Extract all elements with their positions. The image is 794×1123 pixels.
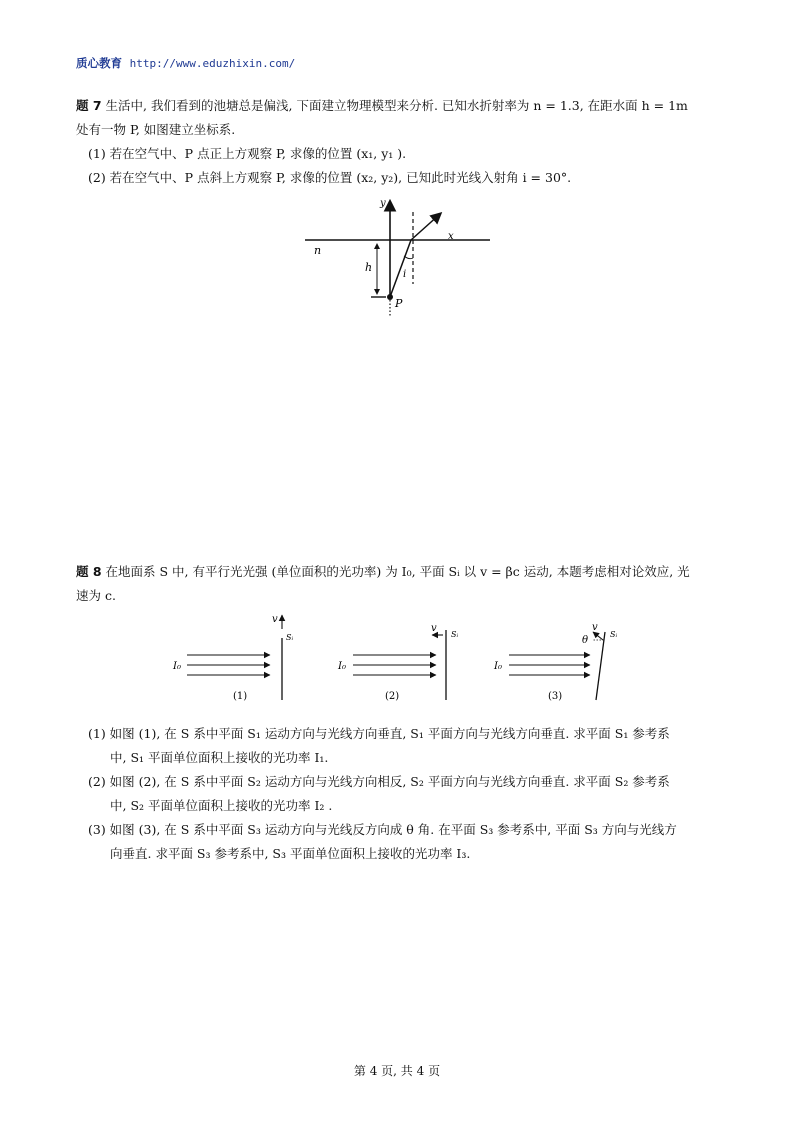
incident-ray <box>390 240 411 297</box>
plane-s3 <box>596 632 605 700</box>
question-7-stem <box>76 94 720 142</box>
question-7-part-1-text: (1) 若在空气中、P 点正上方观察 P, 求像的位置 (x₁, y₁ ). <box>88 146 407 161</box>
question-7-label: 题 7 <box>76 98 102 113</box>
org-name: 质心教育 <box>76 56 122 70</box>
header-link[interactable]: http://www.eduzhixin.com/ <box>129 57 296 70</box>
page-footer: 第 4 页, 共 4 页 <box>353 1064 441 1078</box>
angle-label: θ <box>582 635 589 646</box>
relativity-figure <box>160 610 630 702</box>
question-7-stem-line2: 处有一物 P, 如图建立坐标系. <box>76 122 236 137</box>
question-8-part-1 <box>88 722 720 770</box>
question-8-label: 题 8 <box>76 564 102 579</box>
question-8-part-3-line2: 向垂直. 求平面 S₃ 参考系中, S₃ 平面单位面积上接收的光功率 I₃. <box>110 846 471 861</box>
panel-1 <box>172 614 293 702</box>
incident-angle-label: i <box>403 269 407 280</box>
object-label: P <box>395 297 403 310</box>
question-7-part-2 <box>88 166 720 190</box>
question-8-part-3 <box>88 818 720 866</box>
object-point <box>387 294 393 300</box>
refractive-index-label: n <box>314 244 322 257</box>
question-7-part-1 <box>88 142 720 166</box>
panel-3 <box>493 622 617 702</box>
page-header <box>76 55 295 71</box>
question-8-stem-line2: 速为 c. <box>76 588 116 603</box>
panel-caption: (3) <box>548 691 563 702</box>
plane-label: Sᵢ <box>451 630 459 639</box>
question-8-stem-line1: 在地面系 S 中, 有平行光光强 (单位面积的光功率) 为 I₀, 平面 Sᵢ 以 v = βc 运动, 本题考虑相对论效应, 光 <box>105 564 690 579</box>
intensity-label: I₀ <box>338 661 346 672</box>
plane-label: Sᵢ <box>610 630 618 639</box>
velocity-arrow <box>593 632 603 640</box>
question-7-stem-line1: 生活中, 我们看到的池塘总是偏浅, 下面建立物理模型来分析. 已知水折射率为 n = 1.3, 在距水面 h = 1m <box>105 98 688 113</box>
intensity-label: I₀ <box>494 661 502 672</box>
y-axis-label: y <box>380 198 386 209</box>
plane-label: Sᵢ <box>286 633 294 642</box>
panel-caption: (2) <box>385 691 400 702</box>
question-8-part-2-line2: 中, S₂ 平面单位面积上接收的光功率 I₂ . <box>110 798 333 813</box>
depth-label: h <box>365 261 373 274</box>
question-8-part-1-line1: (1) 如图 (1), 在 S 系中平面 S₁ 运动方向与光线方向垂直, S₁ 平面方向与光线方向垂直. 求平面 S₁ 参考系 <box>88 726 670 741</box>
velocity-label: v <box>431 623 437 634</box>
question-8-part-2-line1: (2) 如图 (2), 在 S 系中平面 S₂ 运动方向与光线方向相反, S₂ 平面方向与光线方向垂直. 求平面 S₂ 参考系 <box>88 774 670 789</box>
velocity-label: v <box>592 622 598 633</box>
question-8-stem <box>76 560 720 608</box>
refracted-ray <box>411 214 440 240</box>
panel-caption: (1) <box>233 691 248 702</box>
panel-2 <box>337 623 458 702</box>
intensity-label: I₀ <box>173 661 181 672</box>
x-axis-label: x <box>448 231 454 242</box>
question-8-part-1-line2: 中, S₁ 平面单位面积上接收的光功率 I₁. <box>110 750 329 765</box>
refraction-figure <box>300 194 500 319</box>
velocity-label: v <box>272 614 278 625</box>
question-8-part-2 <box>88 770 720 818</box>
question-8-part-3-line1: (3) 如图 (3), 在 S 系中平面 S₃ 运动方向与光线反方向成 θ 角. 在平面 S₃ 参考系中, 平面 S₃ 方向与光线方 <box>88 822 677 837</box>
question-7-part-2-text: (2) 若在空气中、P 点斜上方观察 P, 求像的位置 (x₂, y₂), 已知此时光线入射角 i = 30°. <box>88 170 572 185</box>
